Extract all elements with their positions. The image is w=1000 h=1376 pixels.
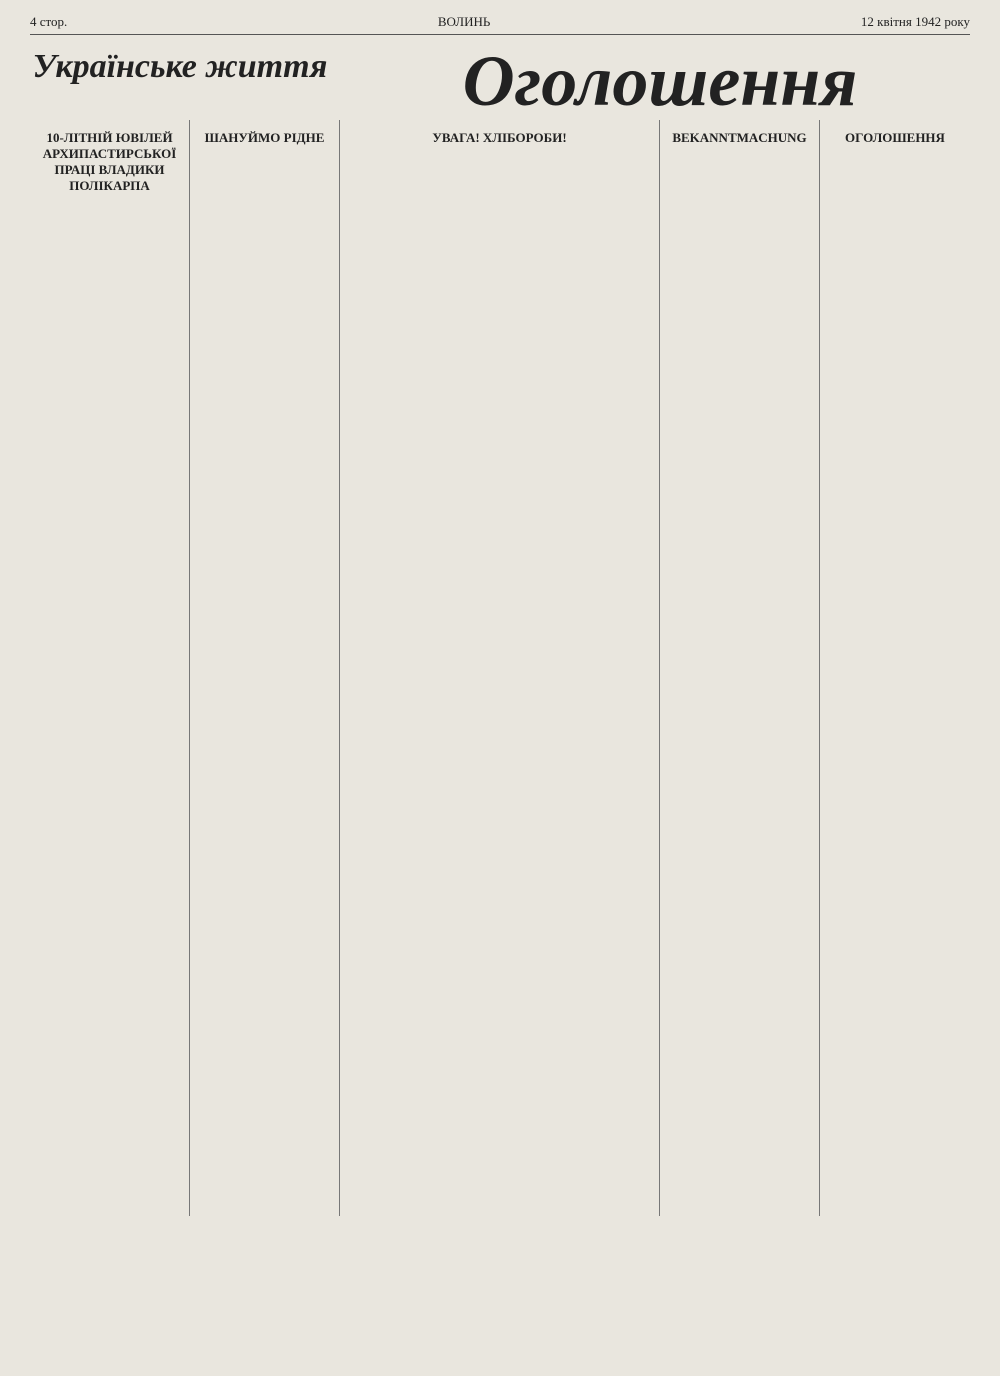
column-heading: BEKANNTMACHUNG (672, 130, 807, 145)
column-heading: ШАНУЙМО РІДНЕ (204, 130, 325, 145)
column-1 (30, 120, 190, 1216)
column-heading: УВАГА! ХЛІБОРОБИ! (432, 130, 567, 145)
page-number: 4 стор. (30, 14, 68, 29)
newspaper-name: ВОЛИНЬ (437, 14, 491, 29)
column-3 (340, 120, 660, 1216)
section-masthead-left: Українське життя (32, 48, 328, 85)
column-heading: 10-ЛІТНІЙ ЮВІЛЕЙ АРХИПАСТИРСЬКОЇ ПРАЦІ ВЛАДИКИ ПОЛІКАРПА (42, 130, 177, 193)
column-2 (190, 120, 340, 1216)
column-4 (660, 120, 820, 1216)
section-masthead-right: Оголошення (462, 41, 858, 121)
page-header (30, 14, 970, 35)
column-heading: ОГОЛОШЕННЯ (845, 130, 945, 145)
column-5 (820, 120, 970, 1216)
issue-date: 12 квітня 1942 року (860, 14, 970, 29)
